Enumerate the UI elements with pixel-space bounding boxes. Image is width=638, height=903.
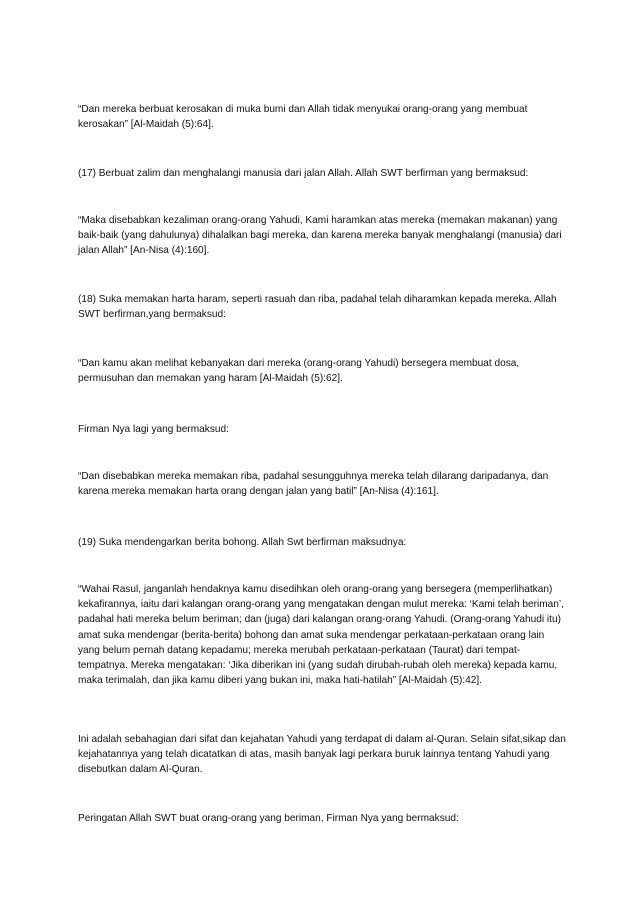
paragraph-item-18: (18) Suka memakan harta haram, seperti rasuah dan riba, padahal telah diharamkan kepada mereka. Allah SWT berfirman,yang bermaksud: (78, 294, 557, 321)
paragraph-item-19: (19) Suka mendengarkan berita bohong. Allah Swt berfirman maksudnya: (78, 537, 407, 548)
paragraph-quote-al-maidah-42: “Wahai Rasul, janganlah hendaknya kamu disedihkan oleh orang-orang yang bersegera (memperlihatkan) kekafirannya, iaitu dari kalangan orang-orang yang mengatakan dengan mulut mereka: ‘Kami telah beriman’, padahal hati mereka belum beriman; dan (juga) dari kalangan orang-orang Yahudi. (Orang-orang Yahudi itu) amat suka mendengar (berita-berita) bohong dan amat suka mendengar perkataan-perkataan orang lain yang belum pernah datang kepadamu; mereka merubah perkataan-perkataan (Taurat) dari tempat-tempatnya. Mereka mengatakan: ‘Jika diberikan ini (yang sudah dirubah-rubah oleh mereka) kepada kamu, maka terimalah, dan jika kamu diberi yang bukan ini, maka hati-hatilah” [Al-Maidah (5):42]. (78, 584, 564, 687)
paragraph-item-17: (17) Berbuat zalim dan menghalangi manusia dari jalan Allah. Allah SWT berfirman yang bermaksud: (78, 168, 529, 179)
paragraph-quote-an-nisa-161: “Dan disebabkan mereka memakan riba, padahal sesungguhnya mereka telah dilarang daripadanya, dan karena mereka memakan harta orang dengan jalan yang batil” [An-Nisa (4):161]. (78, 471, 549, 498)
paragraph-firman-intro: Firman Nya lagi yang bermaksud: (78, 424, 229, 435)
paragraph-quote-al-maidah-64: “Dan mereka berbuat kerosakan di muka bumi dan Allah tidak menyukai orang-orang yang membuat kerosakan” [Al-Maidah (5):64]. (78, 104, 528, 131)
paragraph-warning-intro: Peringatan Allah SWT buat orang-orang yang beriman, Firman Nya yang bermaksud: (78, 813, 459, 824)
paragraph-summary: Ini adalah sebahagian dari sifat dan kejahatan Yahudi yang terdapat di dalam al-Quran. Selain sifat,sikap dan kejahatannya yang telah dicatatkan di atas, masih banyak lagi perkara buruk lainnya tentang Yahudi yang disebutkan dalam Al-Quran. (78, 734, 566, 776)
paragraph-quote-an-nisa-160: “Maka disebabkan kezaliman orang-orang Yahudi, Kami haramkan atas mereka (memakan makanan) yang baik-baik (yang dahulunya) dihalalkan bagi mereka, dan karena mereka banyak menghalangi (manusia) dari jalan Allah” [An-Nisa (4):160]. (78, 215, 562, 257)
paragraph-quote-al-maidah-62: “Dan kamu akan melihat kebanyakan dari mereka (orang-orang Yahudi) bersegera membuat dosa, permusuhan dan memakan yang haram [Al-Maidah (5):62]. (78, 358, 520, 385)
